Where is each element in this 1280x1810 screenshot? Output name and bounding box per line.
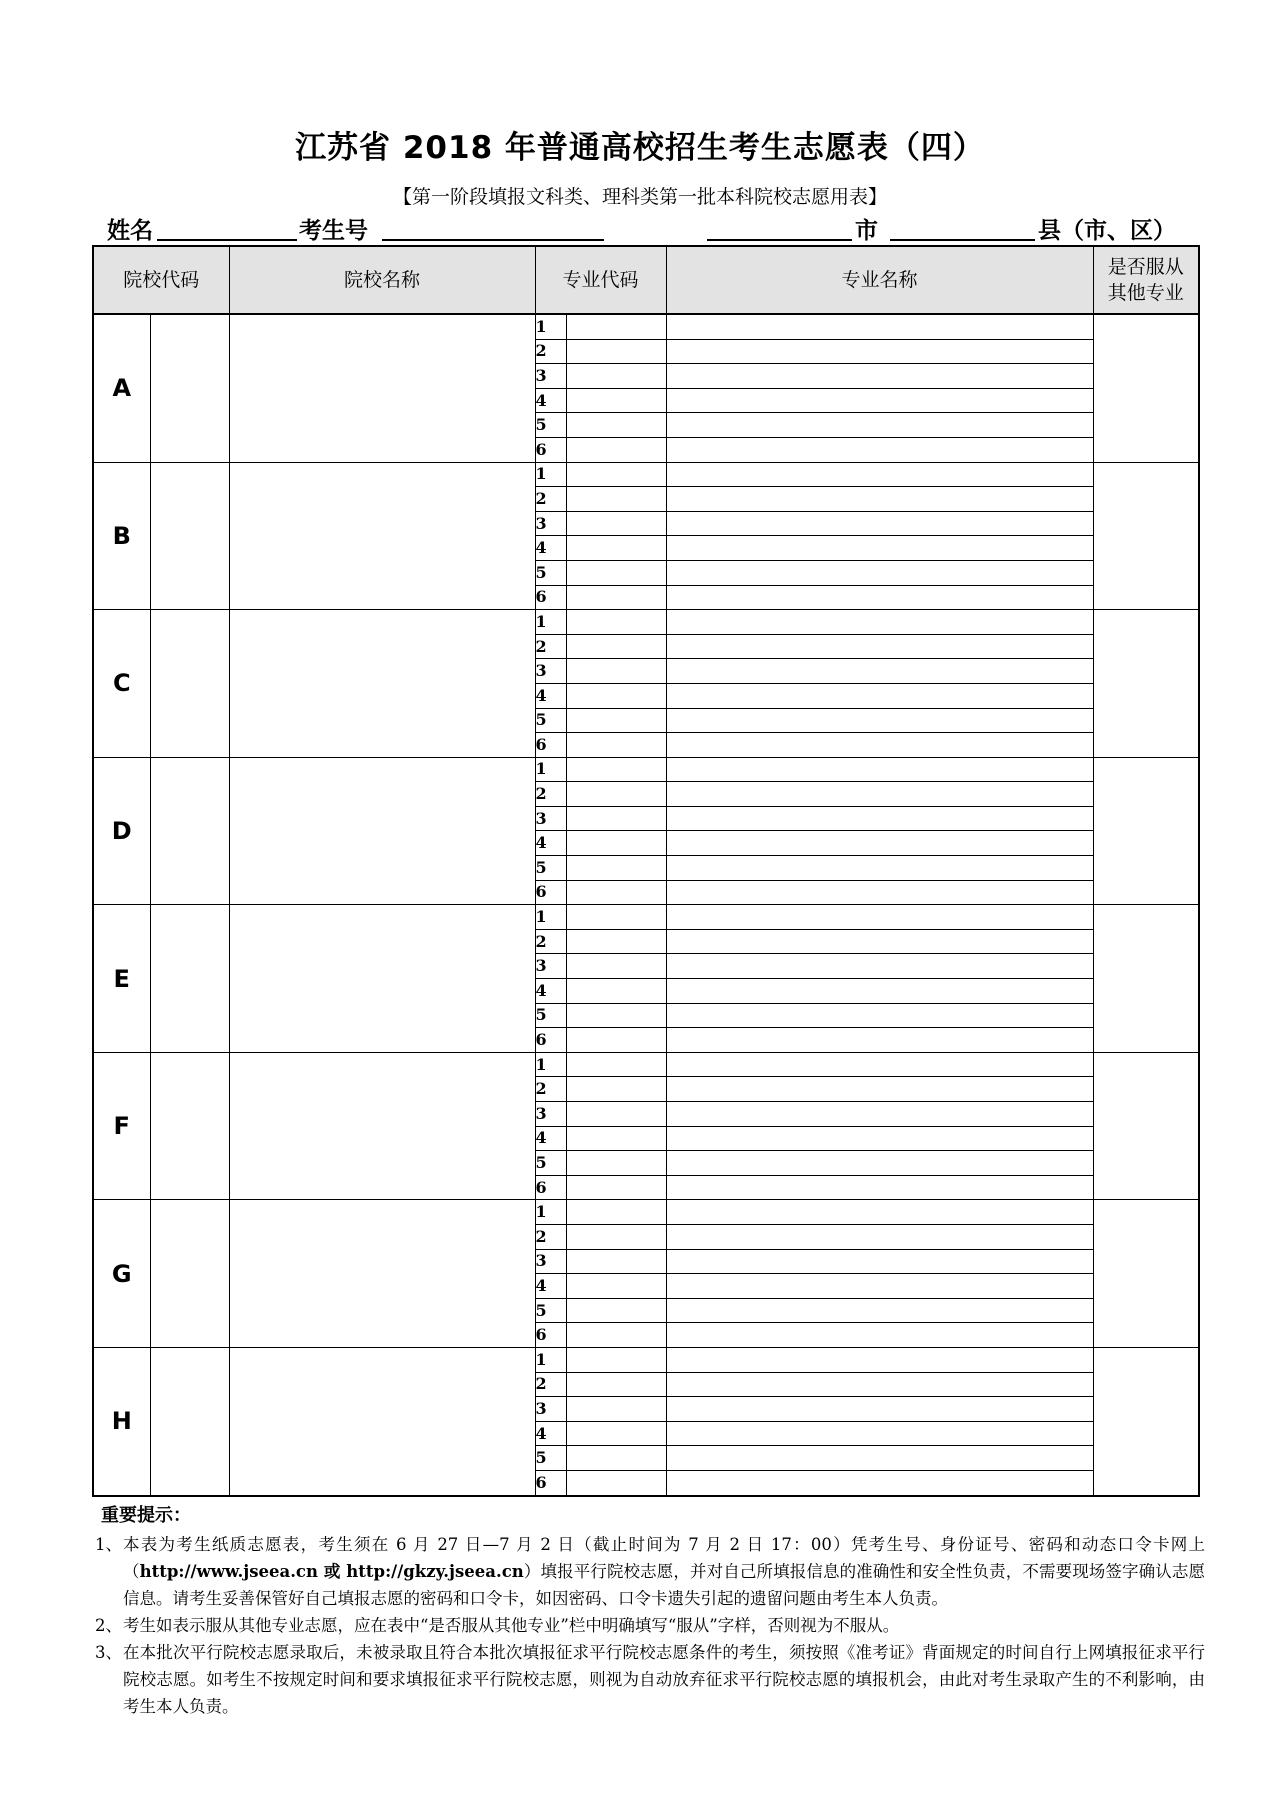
major-name-cell[interactable] (666, 1028, 1093, 1053)
major-name-cell[interactable] (666, 979, 1093, 1004)
major-index: 2 (535, 782, 566, 807)
note-number: 3、 (95, 1643, 122, 1662)
note-url: http://www.jseea.cn 或 http://gkzy.jseea.cn (139, 1562, 524, 1581)
obey-other-major-cell[interactable] (1093, 905, 1199, 1053)
major-code-cell[interactable] (566, 1372, 666, 1397)
major-code-cell[interactable] (566, 929, 666, 954)
major-index: 3 (535, 1102, 566, 1127)
major-index: 1 (535, 1347, 566, 1372)
major-index: 1 (535, 610, 566, 635)
major-index: 4 (535, 1274, 566, 1299)
major-name-cell[interactable] (666, 1249, 1093, 1274)
table-row (93, 1052, 1199, 1077)
obey-other-major-cell[interactable] (1093, 1200, 1199, 1348)
note-text (123, 1639, 1205, 1720)
major-name-cell[interactable] (666, 1126, 1093, 1151)
major-code-cell[interactable] (566, 856, 666, 881)
major-code-cell[interactable] (566, 388, 666, 413)
major-code-cell[interactable] (566, 1175, 666, 1200)
major-index: 6 (535, 1323, 566, 1348)
major-code-cell[interactable] (566, 560, 666, 585)
major-name-cell[interactable] (666, 1446, 1093, 1471)
note-number: 1、 (95, 1535, 122, 1554)
major-index: 2 (535, 929, 566, 954)
major-name-cell[interactable] (666, 831, 1093, 856)
major-name-cell[interactable] (666, 1323, 1093, 1348)
major-name-cell[interactable] (666, 1077, 1093, 1102)
major-name-cell[interactable] (666, 1397, 1093, 1422)
form-title: 江苏省 2018 年普通高校招生考生志愿表（四） (295, 130, 985, 166)
major-index: 3 (535, 1397, 566, 1422)
major-name-cell[interactable] (666, 1003, 1093, 1028)
major-code-cell[interactable] (566, 1003, 666, 1028)
school-name-cell[interactable] (229, 1347, 535, 1495)
major-code-cell[interactable] (566, 1421, 666, 1446)
candidate-info-line (107, 212, 1187, 244)
major-index: 6 (535, 1470, 566, 1495)
school-code-cell[interactable] (150, 905, 229, 1053)
major-index: 3 (535, 659, 566, 684)
major-name-cell[interactable] (666, 585, 1093, 610)
major-code-cell[interactable] (566, 610, 666, 635)
major-name-cell[interactable] (666, 339, 1093, 364)
exam-no-label: 考生号 (299, 218, 368, 244)
major-code-cell[interactable] (566, 954, 666, 979)
school-code-cell[interactable] (150, 314, 229, 462)
major-index: 5 (535, 1151, 566, 1176)
major-name-cell[interactable] (666, 610, 1093, 635)
major-name-cell[interactable] (666, 511, 1093, 536)
city-field[interactable] (707, 239, 852, 241)
major-index: 6 (535, 1175, 566, 1200)
major-name-cell[interactable] (666, 806, 1093, 831)
major-name-cell[interactable] (666, 536, 1093, 561)
major-name-cell[interactable] (666, 314, 1093, 339)
major-name-cell[interactable] (666, 757, 1093, 782)
school-code-cell[interactable] (150, 462, 229, 610)
major-index: 2 (535, 1372, 566, 1397)
header-major-name: 专业名称 (666, 246, 1093, 314)
major-name-cell[interactable] (666, 1470, 1093, 1495)
note-text (123, 1531, 1205, 1612)
major-name-cell[interactable] (666, 905, 1093, 930)
note-text-segment: 本表为考生纸质志愿表，考生须在 6 月 27 日—7 月 2 日（截止时间为 7 月 2 日 17：00）凭考生号、身份证号、密码和动态口令卡网上（ (123, 1535, 1205, 1581)
major-code-cell[interactable] (566, 1077, 666, 1102)
major-name-cell[interactable] (666, 1298, 1093, 1323)
major-code-cell[interactable] (566, 1298, 666, 1323)
note-text-segment: 在本批次平行院校志愿录取后，未被录取且符合本批次填报征求平行院校志愿条件的考生，须按照《准考证》背面规定的时间自行上网填报征求平行院校志愿。如考生不按规定时间和要求填报征求平行院校志愿，则视为自动放弃征求平行院校志愿的填报机会，由此对考生录取产生的不利影响，由考生本人负责。 (123, 1643, 1205, 1716)
major-code-cell[interactable] (566, 413, 666, 438)
table-row (93, 1200, 1199, 1225)
major-index: 2 (535, 634, 566, 659)
major-code-cell[interactable] (566, 1151, 666, 1176)
header-major-code: 专业代码 (535, 246, 666, 314)
note-item (95, 1612, 1205, 1639)
school-code-cell[interactable] (150, 1200, 229, 1348)
major-index: 1 (535, 462, 566, 487)
major-code-cell[interactable] (566, 1347, 666, 1372)
major-name-cell[interactable] (666, 954, 1093, 979)
obey-other-major-cell[interactable] (1093, 1052, 1199, 1200)
form-subtitle: 【第一阶段填报文科类、理科类第一批本科院校志愿用表】 (392, 186, 887, 208)
major-name-cell[interactable] (666, 929, 1093, 954)
header-school-code: 院校代码 (93, 246, 229, 314)
major-index: 4 (535, 1126, 566, 1151)
group-letter: B (93, 462, 150, 610)
major-index: 6 (535, 880, 566, 905)
major-name-cell[interactable] (666, 1200, 1093, 1225)
major-code-cell[interactable] (566, 339, 666, 364)
major-index: 1 (535, 905, 566, 930)
county-label: 县（市、区） (1038, 218, 1176, 244)
header-obey-other-major: 是否服从 其他专业 (1093, 246, 1199, 314)
major-name-cell[interactable] (666, 856, 1093, 881)
major-name-cell[interactable] (666, 659, 1093, 684)
obey-other-major-cell[interactable] (1093, 1347, 1199, 1495)
major-index: 5 (535, 1298, 566, 1323)
table-row (93, 462, 1199, 487)
school-code-cell[interactable] (150, 610, 229, 758)
major-name-cell[interactable] (666, 364, 1093, 389)
major-index: 2 (535, 1077, 566, 1102)
notes-heading: 重要提示： (101, 1505, 191, 1526)
name-field[interactable] (157, 239, 297, 241)
school-code-cell[interactable] (150, 1347, 229, 1495)
major-index: 4 (535, 831, 566, 856)
major-index: 5 (535, 1446, 566, 1471)
major-name-cell[interactable] (666, 880, 1093, 905)
major-code-cell[interactable] (566, 979, 666, 1004)
major-code-cell[interactable] (566, 314, 666, 339)
group-letter: E (93, 905, 150, 1053)
school-name-cell[interactable] (229, 610, 535, 758)
school-code-cell[interactable] (150, 757, 229, 905)
major-index: 6 (535, 585, 566, 610)
major-code-cell[interactable] (566, 806, 666, 831)
major-index: 5 (535, 1003, 566, 1028)
major-index: 3 (535, 806, 566, 831)
major-code-cell[interactable] (566, 1397, 666, 1422)
major-code-cell[interactable] (566, 487, 666, 512)
county-field[interactable] (890, 239, 1035, 241)
major-index: 2 (535, 487, 566, 512)
major-code-cell[interactable] (566, 683, 666, 708)
major-code-cell[interactable] (566, 733, 666, 758)
major-name-cell[interactable] (666, 1274, 1093, 1299)
group-letter: H (93, 1347, 150, 1495)
major-code-cell[interactable] (566, 1274, 666, 1299)
major-code-cell[interactable] (566, 831, 666, 856)
major-name-cell[interactable] (666, 437, 1093, 462)
major-code-cell[interactable] (566, 462, 666, 487)
major-name-cell[interactable] (666, 413, 1093, 438)
major-name-cell[interactable] (666, 462, 1093, 487)
notes-list (95, 1531, 1205, 1720)
school-code-cell[interactable] (150, 1052, 229, 1200)
major-name-cell[interactable] (666, 1102, 1093, 1127)
major-code-cell[interactable] (566, 905, 666, 930)
major-code-cell[interactable] (566, 634, 666, 659)
major-name-cell[interactable] (666, 388, 1093, 413)
obey-other-major-cell[interactable] (1093, 462, 1199, 610)
major-code-cell[interactable] (566, 1323, 666, 1348)
table-row (93, 610, 1199, 635)
major-index: 3 (535, 364, 566, 389)
major-index: 1 (535, 314, 566, 339)
major-index: 2 (535, 339, 566, 364)
table-row (93, 314, 1199, 339)
major-code-cell[interactable] (566, 1224, 666, 1249)
obey-other-major-cell[interactable] (1093, 757, 1199, 905)
major-index: 3 (535, 511, 566, 536)
group-letter: F (93, 1052, 150, 1200)
major-code-cell[interactable] (566, 1446, 666, 1471)
group-letter: C (93, 610, 150, 758)
major-code-cell[interactable] (566, 511, 666, 536)
major-code-cell[interactable] (566, 1470, 666, 1495)
major-name-cell[interactable] (666, 1372, 1093, 1397)
table-row (93, 905, 1199, 930)
major-code-cell[interactable] (566, 659, 666, 684)
major-index: 4 (535, 1421, 566, 1446)
major-code-cell[interactable] (566, 585, 666, 610)
name-label: 姓名 (107, 218, 153, 244)
major-code-cell[interactable] (566, 1052, 666, 1077)
school-name-cell[interactable] (229, 462, 535, 610)
major-index: 6 (535, 733, 566, 758)
major-name-cell[interactable] (666, 708, 1093, 733)
major-index: 1 (535, 757, 566, 782)
major-code-cell[interactable] (566, 782, 666, 807)
major-index: 1 (535, 1200, 566, 1225)
major-name-cell[interactable] (666, 1151, 1093, 1176)
group-letter: A (93, 314, 150, 462)
note-text-segment: ）填报平行院校志愿，并对自己所填报信息的准确性和安全性负责，不需要现场签字确认志愿信息。请考生妥善保管好自己填报志愿的密码和口令卡，如因密码、口令卡遗失引起的遗留问题由考生本人负责。 (123, 1562, 1206, 1608)
major-index: 6 (535, 437, 566, 462)
major-name-cell[interactable] (666, 560, 1093, 585)
major-code-cell[interactable] (566, 1028, 666, 1053)
major-index: 4 (535, 683, 566, 708)
major-name-cell[interactable] (666, 1421, 1093, 1446)
school-name-cell[interactable] (229, 905, 535, 1053)
major-index: 2 (535, 1224, 566, 1249)
major-index: 5 (535, 708, 566, 733)
major-name-cell[interactable] (666, 683, 1093, 708)
major-index: 3 (535, 1249, 566, 1274)
major-name-cell[interactable] (666, 782, 1093, 807)
table-header-row (93, 246, 1199, 314)
major-name-cell[interactable] (666, 1224, 1093, 1249)
major-index: 1 (535, 1052, 566, 1077)
city-label: 市 (855, 218, 878, 244)
major-code-cell[interactable] (566, 708, 666, 733)
major-name-cell[interactable] (666, 1175, 1093, 1200)
obey-other-major-cell[interactable] (1093, 314, 1199, 462)
major-name-cell[interactable] (666, 733, 1093, 758)
note-item (95, 1639, 1205, 1720)
group-letter: G (93, 1200, 150, 1348)
major-index: 4 (535, 388, 566, 413)
major-name-cell[interactable] (666, 487, 1093, 512)
major-index: 5 (535, 856, 566, 881)
note-number: 2、 (95, 1616, 122, 1635)
obey-other-major-cell[interactable] (1093, 610, 1199, 758)
school-name-cell[interactable] (229, 314, 535, 462)
note-text (123, 1612, 1205, 1639)
major-code-cell[interactable] (566, 1126, 666, 1151)
major-code-cell[interactable] (566, 364, 666, 389)
note-text-segment: 考生如表示服从其他专业志愿，应在表中“是否服从其他专业”栏中明确填写“服从”字样，否则视为不服从。 (123, 1616, 900, 1635)
major-code-cell[interactable] (566, 757, 666, 782)
major-code-cell[interactable] (566, 1200, 666, 1225)
major-code-cell[interactable] (566, 536, 666, 561)
major-name-cell[interactable] (666, 1052, 1093, 1077)
major-code-cell[interactable] (566, 437, 666, 462)
school-name-cell[interactable] (229, 1052, 535, 1200)
group-letter: D (93, 757, 150, 905)
table-row (93, 1347, 1199, 1372)
table-row (93, 757, 1199, 782)
major-index: 4 (535, 536, 566, 561)
major-index: 5 (535, 413, 566, 438)
major-index: 5 (535, 560, 566, 585)
exam-no-field[interactable] (382, 239, 604, 241)
major-index: 6 (535, 1028, 566, 1053)
major-name-cell[interactable] (666, 634, 1093, 659)
school-name-cell[interactable] (229, 1200, 535, 1348)
school-name-cell[interactable] (229, 757, 535, 905)
major-index: 4 (535, 979, 566, 1004)
table-body (93, 314, 1199, 1496)
major-code-cell[interactable] (566, 1249, 666, 1274)
major-code-cell[interactable] (566, 1102, 666, 1127)
major-index: 3 (535, 954, 566, 979)
major-code-cell[interactable] (566, 880, 666, 905)
note-item (95, 1531, 1205, 1612)
major-name-cell[interactable] (666, 1347, 1093, 1372)
application-table (92, 245, 1200, 1497)
header-school-name: 院校名称 (229, 246, 535, 314)
important-notes (95, 1502, 1205, 1720)
